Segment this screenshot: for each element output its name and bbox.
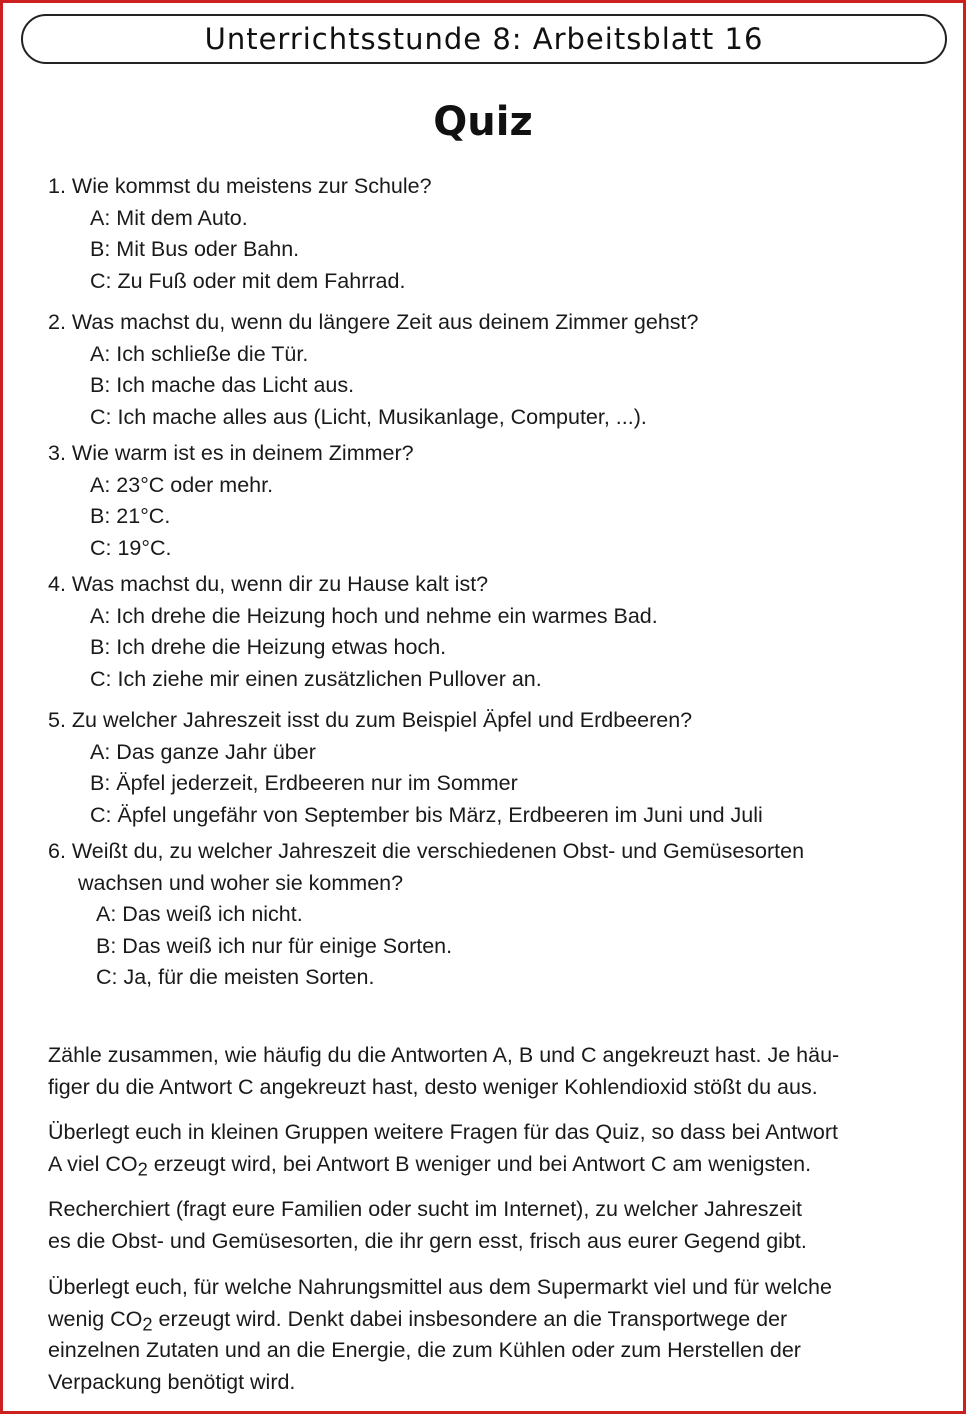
text-fragment: wenig CO bbox=[48, 1306, 143, 1331]
instruction-paragraph-2 bbox=[48, 1117, 928, 1180]
option-c: C: Ja, für die meisten Sorten. bbox=[96, 965, 375, 990]
instruction-paragraph-1 bbox=[48, 1040, 928, 1103]
option-c: C: Zu Fuß oder mit dem Fahrrad. bbox=[90, 268, 406, 293]
paragraph-line: Recherchiert (fragt eure Familien oder sucht im Internet), zu welcher Jahreszeit bbox=[48, 1197, 803, 1221]
option-a: A: Das weiß ich nicht. bbox=[96, 902, 303, 927]
question-6 bbox=[48, 836, 938, 994]
option-b: B: 21°C. bbox=[90, 504, 171, 529]
option-c: C: Ich mache alles aus (Licht, Musikanlage, Computer, ...). bbox=[90, 404, 647, 429]
subscript-2: 2 bbox=[137, 1158, 148, 1180]
question-3 bbox=[48, 438, 938, 564]
text-fragment: erzeugt wird, bei Antwort B weniger und bei Antwort C am wenigsten. bbox=[147, 1151, 812, 1176]
paragraph-line-co2 bbox=[48, 1304, 928, 1336]
paragraph-line: es die Obst- und Gemüsesorten, die ihr gern esst, frisch aus eurer Gegend gibt. bbox=[48, 1228, 807, 1253]
question-text: 1. Wie kommst du meistens zur Schule? bbox=[48, 174, 432, 198]
option-c: C: Ich ziehe mir einen zusätzlichen Pullover an. bbox=[90, 666, 542, 691]
option-a: A: Ich drehe die Heizung hoch und nehme ein warmes Bad. bbox=[90, 603, 658, 628]
question-text: 6. Weißt du, zu welcher Jahreszeit die verschiedenen Obst- und Gemüsesorten bbox=[48, 839, 805, 863]
question-5 bbox=[48, 705, 938, 831]
question-text: 5. Zu welcher Jahreszeit isst du zum Beispiel Äpfel und Erdbeeren? bbox=[48, 708, 693, 732]
option-a: A: Mit dem Auto. bbox=[90, 205, 248, 230]
question-1 bbox=[48, 171, 938, 297]
header-banner bbox=[21, 14, 947, 64]
quiz-title: Quiz bbox=[433, 99, 533, 145]
option-a: A: Ich schließe die Tür. bbox=[90, 341, 309, 366]
option-b: B: Ich drehe die Heizung etwas hoch. bbox=[90, 635, 447, 660]
option-b: B: Mit Bus oder Bahn. bbox=[90, 237, 300, 262]
paragraph-line-co2 bbox=[48, 1149, 928, 1181]
question-text: 3. Wie warm ist es in deinem Zimmer? bbox=[48, 441, 414, 465]
instruction-paragraph-3 bbox=[48, 1194, 928, 1257]
question-2 bbox=[48, 307, 938, 433]
header-title: Unterrichtsstunde 8: Arbeitsblatt 16 bbox=[204, 22, 764, 56]
option-a: A: Das ganze Jahr über bbox=[90, 739, 316, 764]
paragraph-line: Überlegt euch, für welche Nahrungsmittel aus dem Supermarkt viel und für welche bbox=[48, 1275, 832, 1299]
option-b: B: Ich mache das Licht aus. bbox=[90, 373, 355, 398]
text-fragment: erzeugt wird. Denkt dabei insbesondere an die Transportwege der bbox=[152, 1306, 788, 1331]
paragraph-line: Zähle zusammen, wie häufig du die Antworten A, B und C angekreuzt hast. Je häu- bbox=[48, 1043, 840, 1067]
option-b: B: Das weiß ich nur für einige Sorten. bbox=[96, 933, 453, 958]
paragraph-line: einzelnen Zutaten und an die Energie, die zum Kühlen oder zum Herstellen der bbox=[48, 1338, 801, 1363]
option-a: A: 23°C oder mehr. bbox=[90, 472, 274, 497]
paragraph-line: Verpackung benötigt wird. bbox=[48, 1369, 296, 1394]
paragraph-line: figer du die Antwort C angekreuzt hast, desto weniger Kohlendioxid stößt du aus. bbox=[48, 1074, 818, 1099]
subscript-2: 2 bbox=[142, 1313, 153, 1335]
question-text: 2. Was machst du, wenn du längere Zeit aus deinem Zimmer gehst? bbox=[48, 310, 699, 334]
question-4 bbox=[48, 569, 938, 695]
option-b: B: Äpfel jederzeit, Erdbeeren nur im Sommer bbox=[90, 771, 518, 796]
question-text-continued: wachsen und woher sie kommen? bbox=[78, 870, 404, 895]
instruction-paragraph-4 bbox=[48, 1272, 928, 1398]
option-c: C: Äpfel ungefähr von September bis März, Erdbeeren im Juni und Juli bbox=[90, 802, 763, 827]
text-fragment: A viel CO bbox=[48, 1151, 138, 1176]
paragraph-line: Überlegt euch in kleinen Gruppen weitere Fragen für das Quiz, so dass bei Antwort bbox=[48, 1120, 838, 1144]
option-c: C: 19°C. bbox=[90, 535, 172, 560]
question-text: 4. Was machst du, wenn dir zu Hause kalt ist? bbox=[48, 572, 489, 596]
